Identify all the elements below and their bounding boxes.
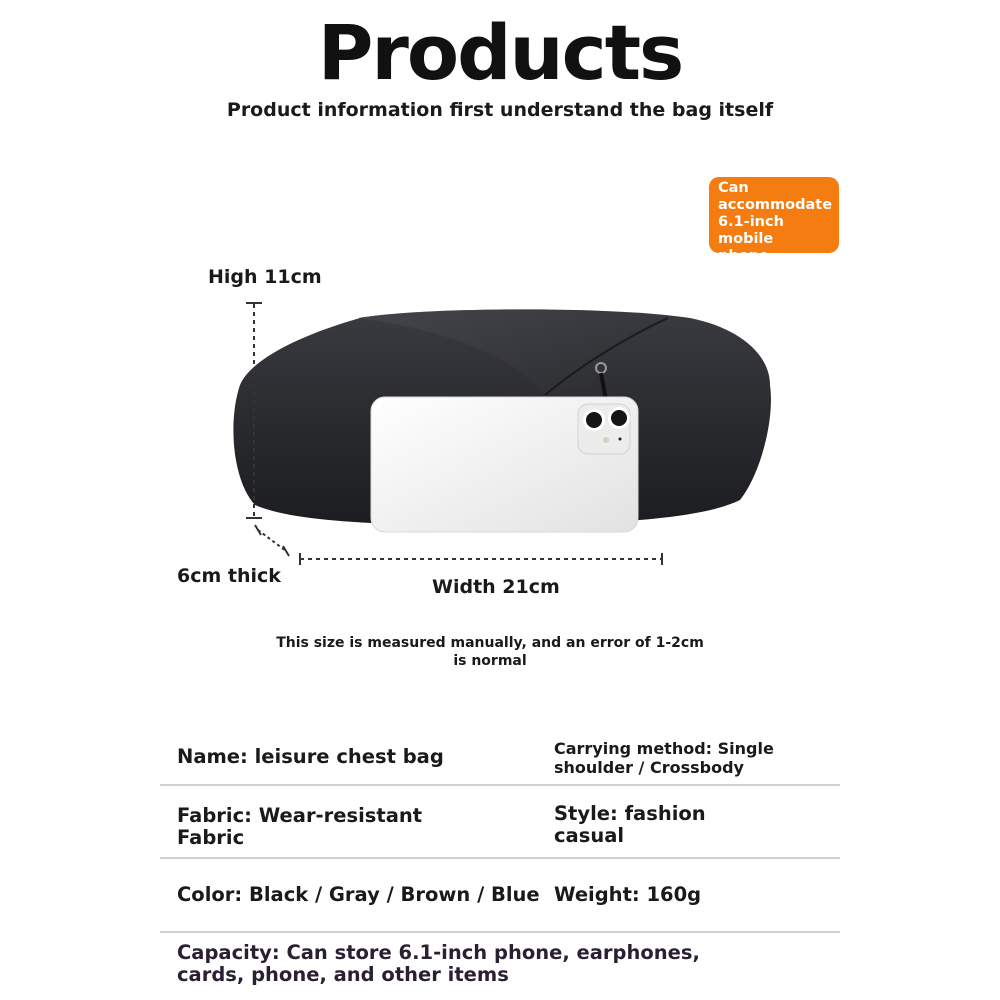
table-divider: [160, 931, 840, 933]
spec-carrying-method: Carrying method: Single shoulder / Crossbody: [554, 739, 774, 777]
badge-line: Can: [718, 180, 749, 196]
spec-name: Name: leisure chest bag: [177, 745, 444, 768]
page-title: Products: [317, 8, 683, 97]
spec-capacity: Capacity: Can store 6.1-inch phone, earphones, cards, phone, and other items: [177, 941, 700, 986]
spec-color: Color: Black / Gray / Brown / Blue: [177, 883, 540, 906]
height-label: High 11cm: [208, 266, 322, 288]
width-label: Width 21cm: [432, 576, 560, 598]
badge-line: phone: [718, 248, 769, 264]
table-divider: [160, 857, 840, 859]
spec-weight: Weight: 160g: [554, 883, 702, 906]
spec-style: Style: fashion casual: [554, 802, 706, 847]
table-divider: [160, 784, 840, 786]
badge-line: 6.1-inch mobile: [718, 214, 784, 247]
page-subtitle: Product information first understand the bag itself: [226, 99, 774, 121]
spec-fabric: Fabric: Wear-resistant Fabric: [177, 804, 423, 849]
badge-line: accommodate: [718, 197, 833, 213]
measurement-note: This size is measured manually, and an error of 1-2cm is normal: [276, 635, 704, 669]
thickness-label: 6cm thick: [177, 565, 281, 587]
